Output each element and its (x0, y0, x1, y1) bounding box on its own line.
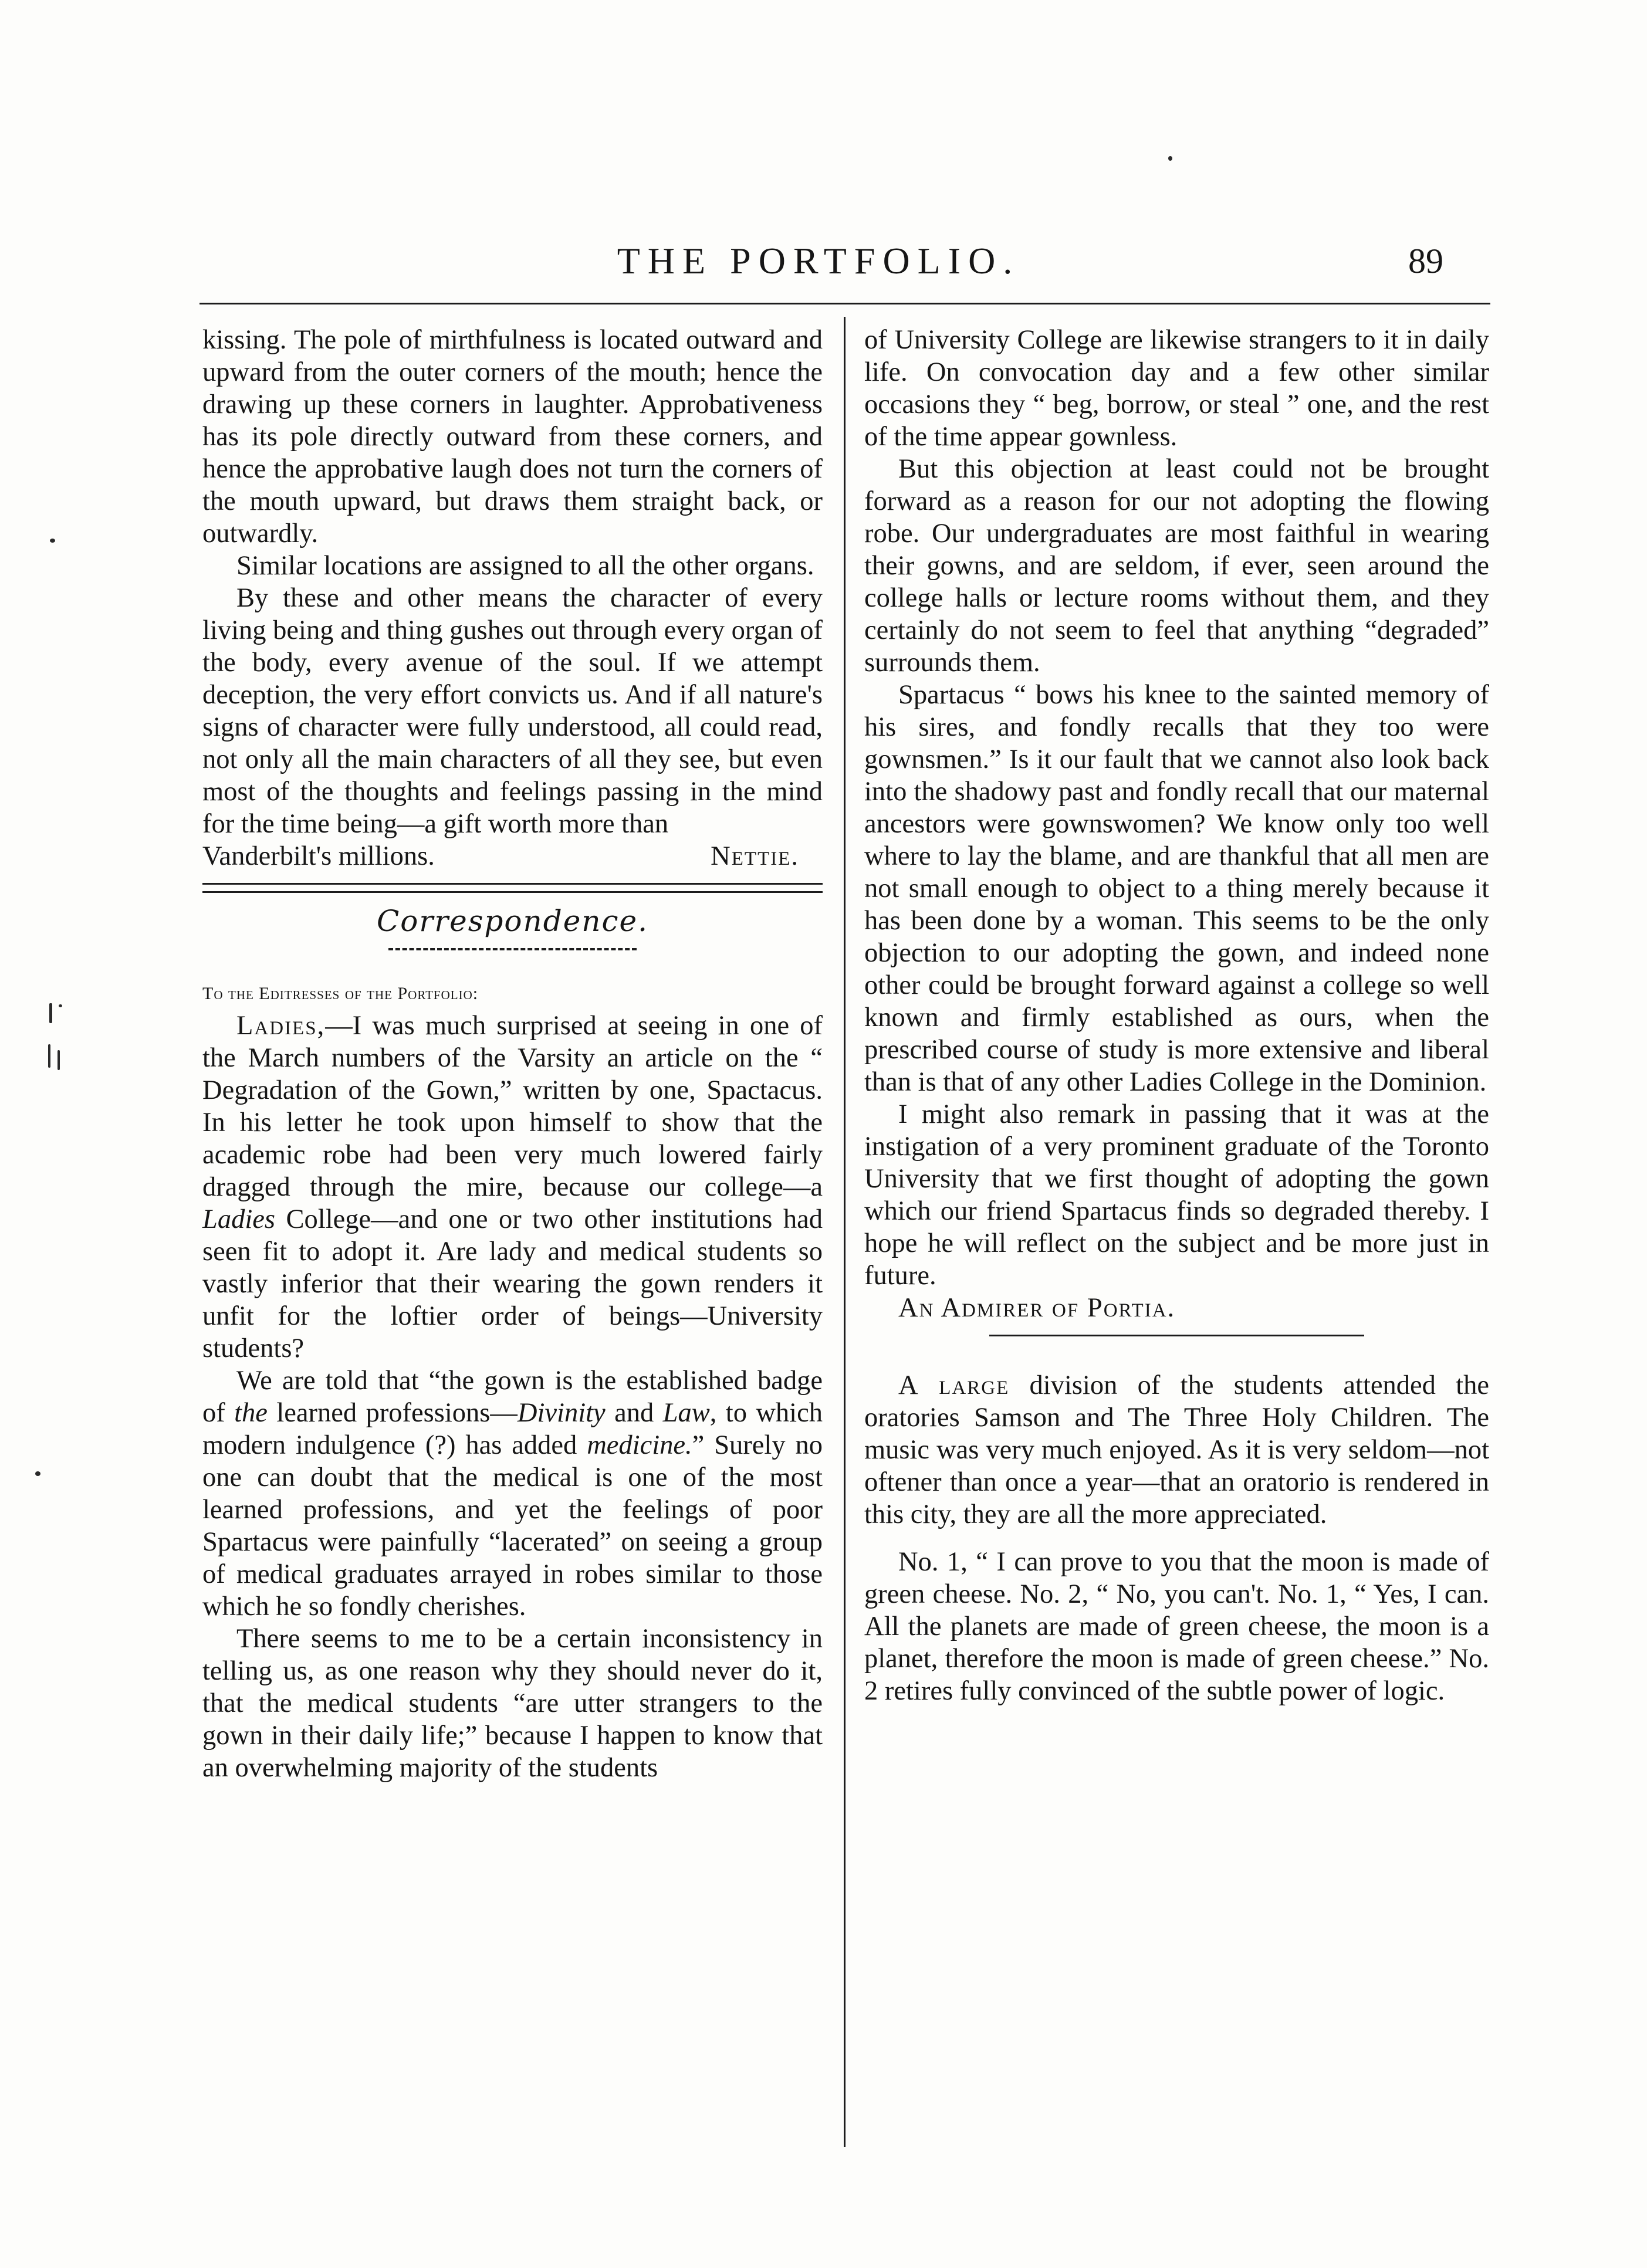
logic-paragraph: No. 1, “ I can prove to you that the moon is made of green cheese. No. 2, “ No, you can't. No. 1, “ Yes, I can. All the planets are made of green cheese, the moon is a planet, therefore the moon is made of green cheese.” No. 2 retires fully convinced of the subtle power of logic. (864, 1547, 1489, 1706)
left-column (202, 324, 823, 1784)
italic-the: the (234, 1398, 268, 1428)
italic-ladies: Ladies (202, 1204, 276, 1234)
letter-text: ” Surely no one can doubt that the medical is one of the most learned professions, and yet the feelings of poor Spartacus were painfully “lacerated” on seeing a group of medical graduates arrayed in robes similar to those which he so fondly cherishes. (202, 1430, 823, 1622)
right-column (864, 324, 1489, 1707)
section-title: Correspondence. (376, 904, 648, 938)
letter-text: —I was much surprised at seeing in one of the March numbers of the Varsity an article on the “ Degradation of the Gown,” written by one, Spactacus. In his letter he took upon himself to show that the academic robe had been very much lowered fairly dragged through the mire, because our college—a (202, 1011, 823, 1202)
header-rule (199, 303, 1490, 304)
letter-text: , to which modern indulgence (?) has added (202, 1398, 823, 1460)
letter-paragraph: of University College are likewise strangers to it in daily life. On convocation day and a few other similar occasions they “ beg, borrow, or steal ” one, and the rest of the time appear gownless. (864, 325, 1489, 452)
letter-paragraph (202, 1365, 823, 1623)
letter-paragraph: But this objection at least could not be brought forward as a reason for our not adopting the flowing robe. Our undergraduates are most faithful in wearing their gowns, and are seldom, if ever, seen around the college halls or lecture rooms without them, and they certainly do not seem to feel that anything “degraded” surrounds them. (864, 454, 1489, 678)
signature-admirer: An Admirer of Portia. (898, 1293, 1176, 1323)
section-dash-rule (388, 948, 637, 950)
letter-salutation: To the Editresses of the Portfolio: (202, 984, 479, 1003)
scan-speck (48, 1044, 50, 1068)
oratorio-paragraph (864, 1369, 1489, 1531)
letter-opening-word: Ladies, (236, 1011, 326, 1041)
closing-text: Vanderbilt's millions. (202, 841, 435, 871)
section-double-rule (202, 883, 823, 893)
letter-text: We are told that “the gown is the established badge of (202, 1366, 823, 1428)
oratorio-lead: A large (898, 1370, 1010, 1400)
paragraph: kissing. The pole of mirthfulness is located outward and upward from the outer corners of the mouth; hence the drawing up these corners in laughter. Approbativeness has its pole directly outward from these corners, and hence the approbative laugh does not turn the corners of the mouth upward, but draws them straight back, or outwardly. (202, 325, 823, 549)
column-divider (844, 317, 846, 2147)
signature-row (202, 840, 823, 872)
letter-paragraph: Spartacus “ bows his knee to the sainted memory of his sires, and fondly recalls that they too were gownsmen.” Is it our fault that we cannot also look back into the shadowy past and fondly recall that our maternal ancestors were gownswomen? We know only too well where to lay the blame, and are thankful that all men are not small enough to object to a thing merely because it has been done by a woman. This seems to be the only objection to our adopting the gown, and indeed none other could be brought forward against a college so well known and firmly established as ours, when the prescribed course of study is more extensive and liberal than is that of any other Ladies College in the Dominion. (864, 680, 1489, 1097)
article-separator (989, 1335, 1364, 1336)
scan-speck (59, 1004, 62, 1007)
letter-text: College—and one or two other institutions had seen fit to adopt it. Are lady and medical students so vastly inferior that their wearing the gown renders it unfit for the loftier order of beings—University students? (202, 1204, 823, 1363)
scan-speck (35, 1471, 40, 1476)
letter-paragraph: There seems to me to be a certain inconsistency in telling us, as one reason why they should never do it, that the medical students “are utter strangers to the gown in their daily life;” because I happen to know that an overwhelming majority of the students (202, 1624, 823, 1783)
letter-paragraph (202, 1010, 823, 1365)
italic-divinity: Divinity (517, 1398, 606, 1428)
oratorio-text: division of the students attended the oratories Samson and The Three Holy Children. The music was very much enjoyed. As it is very seldom—not oftener than once a year—that an oratorio is rendered in this city, they are all the more appreciated. (864, 1370, 1489, 1529)
paragraph: Similar locations are assigned to all the other organs. (236, 551, 814, 581)
scan-speck (50, 539, 55, 543)
page-title: THE PORTFOLIO. (617, 240, 1020, 282)
italic-medicine: medicine. (587, 1430, 692, 1460)
scan-speck (49, 1003, 52, 1023)
signature-nettie: Nettie. (711, 841, 799, 871)
page-number: 89 (1408, 242, 1443, 280)
paragraph: By these and other means the character of every living being and thing gushes out through every organ of the body, every avenue of the soul. If we attempt deception, the very effort convicts us. And if all nature's signs of character were fully understood, all could read, not only all the main characters of all they see, but even most of the thoughts and feelings passing in the mind for the time being—a gift worth more than (202, 583, 823, 839)
page-header (194, 235, 1443, 287)
scan-speck (1168, 156, 1172, 161)
letter-text: and (605, 1398, 663, 1428)
scan-speck (58, 1050, 60, 1070)
letter-paragraph: I might also remark in passing that it was at the instigation of a very prominent graduate of the Toronto University that we first thought of adopting the gown which our friend Spartacus finds so degraded thereby. I hope he will reflect on the subject and be more just in future. (864, 1099, 1489, 1291)
italic-law: Law (662, 1398, 710, 1428)
letter-text: learned professions— (267, 1398, 518, 1428)
